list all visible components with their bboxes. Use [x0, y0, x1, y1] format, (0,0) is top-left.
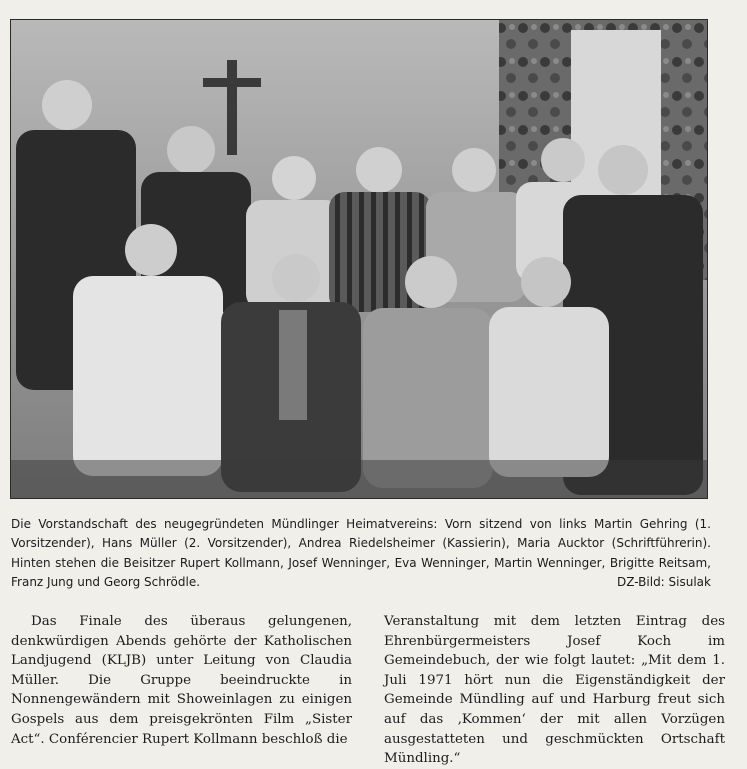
group-photo-icon: [11, 20, 707, 498]
group-photo: [10, 19, 708, 499]
photo-credit: DZ-Bild: Sisulak: [617, 574, 711, 589]
caption-text: Die Vorstandschaft des neugegründeten Mündlinger Heimatvereins: Vorn sitzend von links Martin Gehring (1. Vorsitzender), Hans Müller (2. Vorsitzender), Andrea Riedelsheimer (Kassierin), Maria Aucktor (Schriftführerin). Hinten stehen die Beisitzer Rupert Kollmann, Josef Wenninger, Eva Wenninger, Martin Wenninger, Brigitte Reitsam, Franz Jung und Georg Schrödle.: [11, 517, 711, 589]
photo-caption: [11, 515, 711, 592]
article-column-right: Veranstaltung mit dem letzten Eintrag des Ehrenbürgermeisters Josef Koch im Gemeindebuch, der wie folgt lautet: „Mit dem 1. Juli 1971 hört nun die Eigenständigkeit der Gemeinde Mündling auf und Harburg freut sich auf das ‚Kommen‘ der mit allen Vorzügen ausgestatteten und geschmückten Ortschaft Mündling.“: [384, 614, 725, 767]
article-body: [11, 612, 725, 767]
article-column-left: Das Finale des überaus gelungenen, denkwürdigen Abends gehörte der Katholischen Landjugend (KLJB) unter Leitung von Claudia Müller. Die Gruppe beeindruckte in Nonnengewändern mit Showeinlagen zu einigen Gospels aus dem preisgekrönten Film „Sister Act“. Conférencier Rupert Kollmann beschloß die: [11, 614, 352, 747]
